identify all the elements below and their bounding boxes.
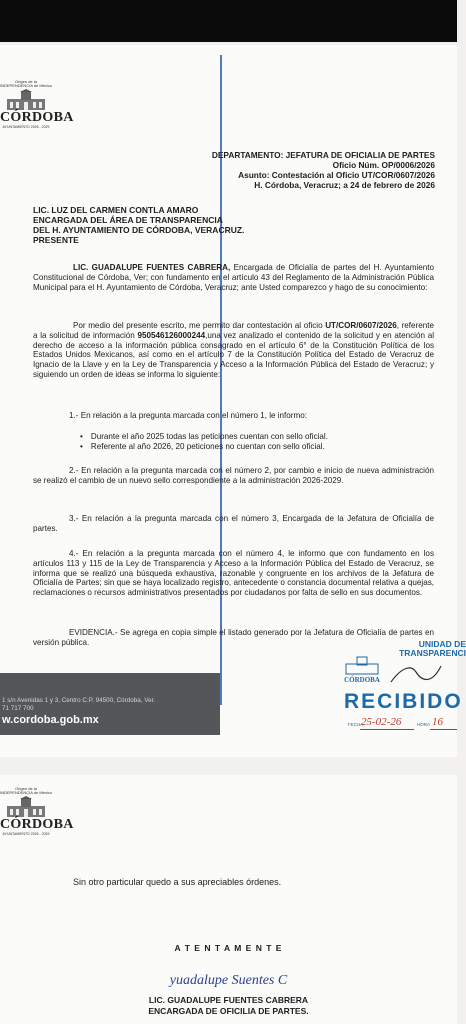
header-block	[212, 150, 435, 190]
stamp-fecha-label: FECHA	[348, 722, 364, 727]
stamp-logo-text: CÓRDOBA	[344, 676, 380, 684]
logo-sub: AYUNTAMIENTO 2026 - 2029	[2, 832, 50, 836]
header-department: DEPARTAMENTO: JEFATURA DE OFICIALIA DE PARTES	[211, 150, 435, 160]
logo-sub: AYUNTAMIENTO 2026 - 2029	[2, 125, 50, 129]
addressee-block	[33, 205, 244, 245]
stamp-fecha-value: 25-02-26	[361, 716, 402, 728]
header-oficio: Oficio Núm. OP/0006/2026	[332, 160, 435, 170]
stamp-fecha-line	[360, 729, 414, 730]
stamp-hora-label: HORA	[417, 722, 431, 727]
header-date: H. Córdoba, Veracruz; a 24 de febrero de 2026	[254, 180, 435, 190]
logo-name: CÓRDOBA	[0, 817, 74, 832]
oficio-number: UT/COR/0607/2026	[325, 321, 397, 330]
building-icon	[5, 89, 47, 111]
stamp-hora-value: 16	[432, 716, 443, 728]
building-icon	[5, 796, 47, 818]
header-asunto: Asunto: Contestación al Oficio UT/COR/0607/2026	[238, 170, 435, 180]
signature: yuadalupe Suentes C	[169, 973, 288, 988]
bullet-list	[92, 432, 328, 452]
response-text-a: Por medio del presente escrito, me permito dar contestación al oficio	[73, 321, 326, 330]
cordoba-logo	[0, 786, 74, 836]
signer-title: ENCARGADA DE OFICILIA DE PARTES.	[148, 1006, 309, 1016]
addressee-presente: PRESENTE	[33, 235, 79, 245]
response-paragraph	[33, 321, 434, 380]
logo-origin-text: Origen de la INDEPENDENCIA de México	[0, 786, 53, 795]
addressee-role: ENCARGADA DEL ÁREA DE TRANSPARENCIA	[33, 215, 223, 225]
bullet-item: • Durante el año 2025 todas las peticiones cuentan con sello oficial.	[92, 432, 328, 442]
bullet-item: • Referente al año 2026, 20 peticiones no cuentan con sello oficial.	[92, 442, 328, 452]
document-page-1	[0, 45, 466, 757]
question-2: 2.- En relación a la pregunta marcada con el número 2, por cambio e inicio de nueva administración se realizó el cambio de un nuevo sello correspondiente a la administración 2026-2029.	[33, 466, 434, 485]
cordoba-logo	[0, 79, 74, 129]
sender-name: LIC. GUADALUPE FUENTES CABRERA,	[73, 263, 231, 272]
footer-address	[2, 697, 155, 713]
intro-paragraph	[33, 263, 434, 292]
intro-text: Encargada de Oficialía de partes del H. Ayuntamiento Constitucional de Córdoba, Ver; con fundamento en el artículo 43 del Reglamento de la Administración Pública Municipal para el H. Ayuntamiento de Córdoba, Veracruz; ante Usted comparezco y hago de su conocimiento:	[33, 263, 434, 292]
addressee-org: DEL H. AYUNTAMIENTO DE CÓRDOBA, VERACRUZ.	[33, 225, 245, 235]
response-text-c: , referente a la solicitud de información	[33, 321, 434, 340]
logo-name: CÓRDOBA	[0, 110, 74, 125]
question-1: 1.- En relación a la pregunta marcada con el número 1, le informo:	[69, 411, 307, 420]
logo-origin-text: Origen de la INDEPENDENCIA de México	[0, 79, 53, 88]
stamp-signature-icon	[386, 660, 446, 688]
evidencia-paragraph: EVIDENCIA.- Se agrega en copia simple el listado generado por la Jefatura de Oficialía de partes en versión pública.	[33, 628, 434, 647]
footer-band	[0, 673, 220, 735]
stamp-logo-icon	[342, 652, 382, 686]
document-page-2	[0, 775, 457, 1024]
question-4: 4.- En relación a la pregunta marcada con el número 4, le informo que con fundamento en los artículos 113 y 115 de la Ley de Transparencia y Acceso a la Información Pública del Estado de Veracruz, se informa que se realizó una búsqueda exhaustiva, razonable y congruente en los archivos de la Jefatura de Oficialía de Partes; sin que se haya localizado registro, antecedente o constancia documental relativa a quejas, reclamaciones o recursos administrativos presentados por ciudadanos por falta de sello en sus documentos.	[33, 549, 434, 598]
closing-text: Sin otro particular quedo a sus apreciables órdenes.	[73, 877, 282, 887]
footer-address-line: 1 s/n Avenidas 1 y 3, Centro C.P. 94500, Córdoba, Ver.	[2, 697, 156, 704]
footer-website: w.cordoba.gob.mx	[2, 714, 99, 726]
solicitud-number: 950546126000244	[137, 330, 206, 340]
footer-phone: 71 717 700	[2, 705, 34, 712]
stamp-hora-line	[430, 729, 457, 730]
stamp-recibido: RECIBIDO	[344, 690, 463, 713]
addressee-name: LIC. LUZ DEL CARMEN CONTLA AMARO	[33, 205, 199, 215]
signer-name: LIC. GUADALUPE FUENTES CABRERA	[148, 995, 309, 1005]
atentamente: A T E N T A M E N T E	[174, 943, 283, 953]
recibido-stamp	[336, 639, 466, 750]
question-3: 3.- En relación a la pregunta marcada con el número 3, Encargada de la Jefatura de Oficialía de partes.	[33, 514, 434, 533]
top-dark-bar	[0, 0, 457, 42]
response-text-e: ,una vez analizado el contenido de la solicitud y en atención al derecho de acceso a la información pública consagrado en el artículo 6° de la Constitución Política de los Estados Unidos Mexicanos, así como en el artículo 7 de la Constitución Política del Estado de Veracruz de Ignacio de la Llave y en la Ley de Transparencia y Acceso a la Información Pública del Estado de Veracruz; y siguiendo un orden de ideas se informa lo siguiente:	[33, 330, 435, 379]
stamp-unit: UNIDAD DE TRANSPARENCI	[399, 639, 466, 658]
